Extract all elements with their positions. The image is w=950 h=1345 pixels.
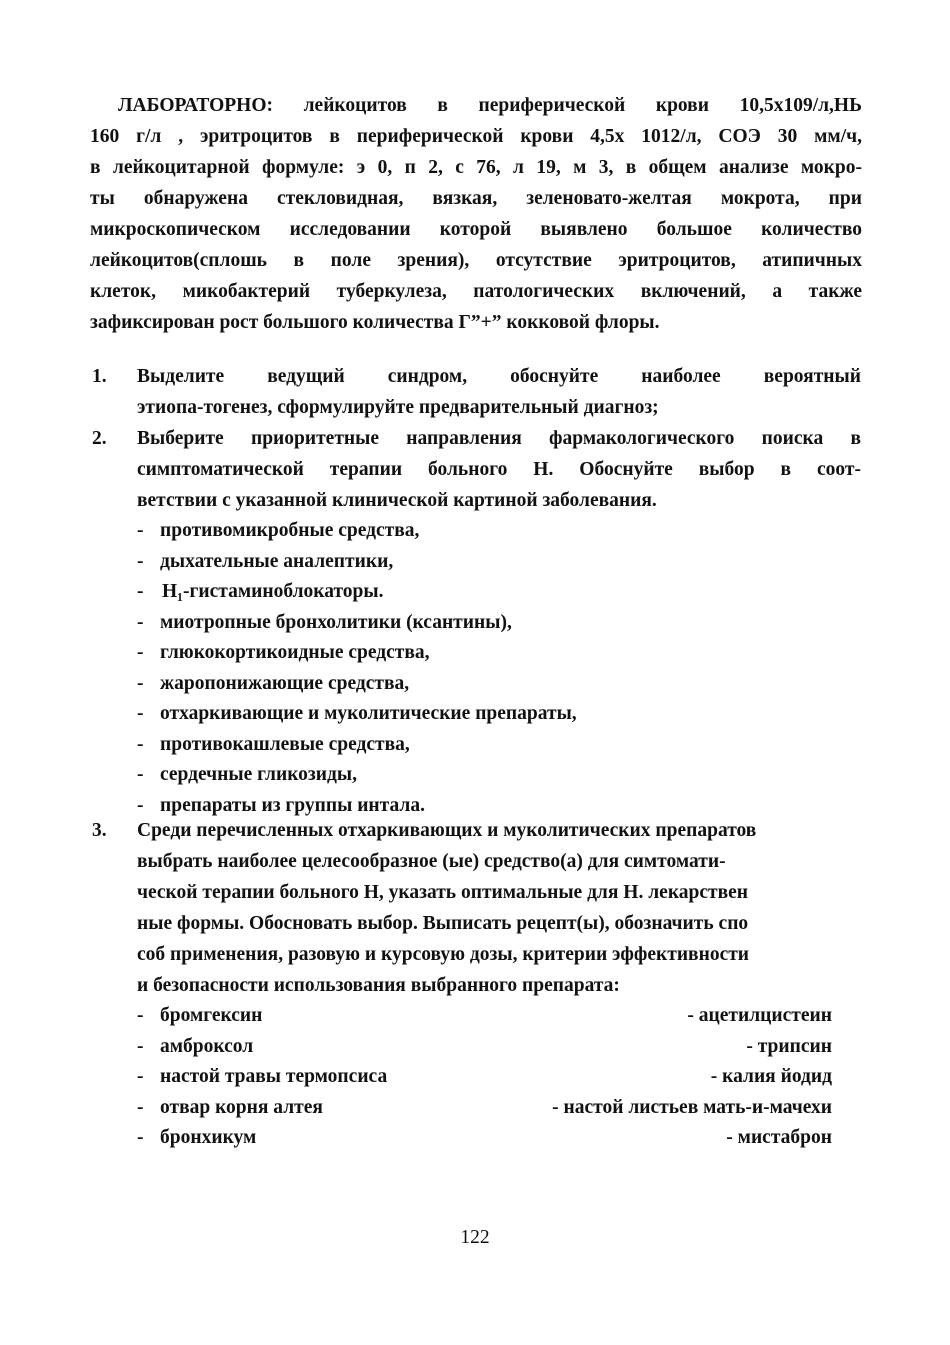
question-line: Выделите ведущий синдром, обоснуйте наиболее вероятный	[137, 366, 861, 387]
drug-left: настой травы термопсиса	[160, 1066, 388, 1087]
drug-right: - ацетилцистеин	[687, 1005, 832, 1026]
question-line: этиопа-тогенез, сформулируйте предварительный диагноз;	[137, 397, 659, 418]
paragraph-line: 160 г/л , эритроцитов в периферической крови 4,5х 1012/л, СОЭ 30 мм/ч,	[90, 126, 862, 147]
drug-right: - настой листьев мать-и-мачехи	[552, 1097, 832, 1118]
list-dash: -	[137, 1066, 144, 1087]
list-item: сердечные гликозиды,	[160, 764, 357, 785]
list-dash: -	[137, 1127, 144, 1148]
list-dash: -	[137, 642, 144, 663]
drug-left: бронхикум	[160, 1127, 257, 1148]
list-dash: -	[137, 1036, 144, 1057]
page-number: 122	[460, 1227, 490, 1248]
question-line: ческой терапии больного Н, указать оптимальные для Н. лекарствен	[137, 882, 749, 903]
list-dash: -	[137, 764, 144, 785]
list-dash: -	[137, 673, 144, 694]
drug-left: бромгексин	[160, 1005, 263, 1026]
list-dash: -	[137, 581, 144, 602]
list-dash: -	[137, 1005, 144, 1026]
drug-right: - мистаброн	[726, 1127, 832, 1148]
paragraph-line: зафиксирован рост большого количества Г”+” кокковой флоры.	[90, 312, 660, 333]
list-dash: -	[137, 795, 144, 816]
list-dash: -	[137, 551, 144, 572]
list-item: препараты из группы интала.	[160, 795, 425, 816]
paragraph-line: микроскопическом исследовании которой выявлено большое количество	[90, 219, 862, 240]
question-line: и безопасности использования выбранного препарата:	[137, 975, 620, 996]
list-dash: -	[137, 1097, 144, 1118]
paragraph-line: клеток, микобактерий туберкулеза, патологических включений, а также	[90, 281, 862, 302]
question-line: соб применения, разовую и курсовую дозы, критерии эффективности	[137, 944, 750, 965]
list-item: жаропонижающие средства,	[160, 673, 410, 694]
question-line: Выберите приоритетные направления фармакологического поиска в	[137, 428, 861, 449]
paragraph-line: в лейкоцитарной формуле: э 0, п 2, с 76, л 19, м 3, в общем анализе мокро-	[90, 157, 862, 178]
question-number: 1.	[92, 366, 107, 387]
question-line: выбрать наиболее целесообразное (ые) средство(а) для симтомати-	[137, 851, 726, 872]
drug-left: отвар корня алтея	[160, 1097, 323, 1118]
paragraph-line: ЛАБОРАТОРНО: лейкоцитов в периферической крови 10,5х109/л,НЬ	[118, 95, 862, 116]
drug-right: - калия йодид	[710, 1066, 832, 1087]
drug-right: - трипсин	[746, 1036, 832, 1057]
drug-left: амброксол	[160, 1036, 254, 1057]
list-item: Н₁-гистаминоблокаторы.	[162, 581, 384, 602]
list-dash: -	[137, 734, 144, 755]
list-item: отхаркивающие и муколитические препараты,	[160, 703, 577, 724]
list-dash: -	[137, 520, 144, 541]
question-line: ветствии с указанной клинической картиной заболевания.	[137, 490, 657, 511]
list-item: противомикробные средства,	[160, 520, 420, 541]
question-line: симптоматической терапии больного Н. Обоснуйте выбор в соот-	[137, 459, 861, 480]
list-item: противокашлевые средства,	[160, 734, 410, 755]
paragraph-line: ты обнаружена стекловидная, вязкая, зеленовато-желтая мокрота, при	[90, 188, 862, 209]
list-dash: -	[137, 703, 144, 724]
list-item: миотропные бронхолитики (ксантины),	[160, 612, 512, 633]
question-line: Среди перечисленных отхаркивающих и муколитических препаратов	[137, 820, 757, 841]
question-number: 2.	[92, 428, 107, 449]
list-item: глюкокортикоидные средства,	[160, 642, 430, 663]
question-line: ные формы. Обосновать выбор. Выписать рецепт(ы), обозначить спо	[137, 913, 749, 934]
question-number: 3.	[92, 820, 107, 841]
paragraph-line: лейкоцитов(сплошь в поле зрения), отсутствие эритроцитов, атипичных	[90, 250, 862, 271]
list-item: дыхательные аналептики,	[160, 551, 394, 572]
list-dash: -	[137, 612, 144, 633]
